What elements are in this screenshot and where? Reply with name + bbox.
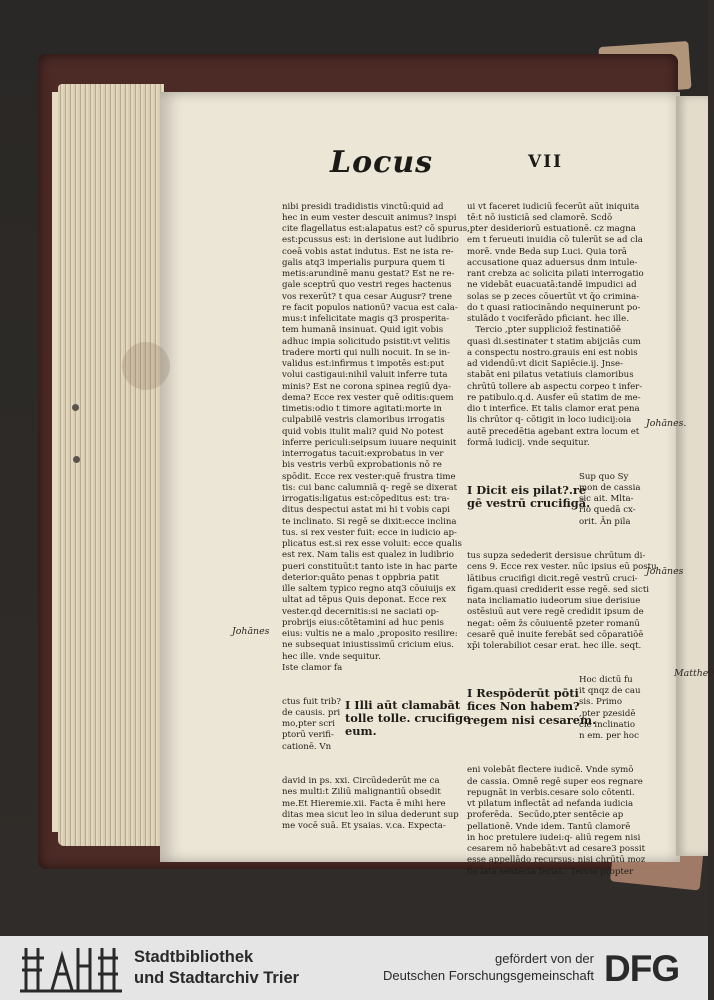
left-column-tail-full	[282, 776, 460, 832]
text-line: hec in eum vester descuit animus? inspi	[282, 212, 457, 223]
text-line: gē vestrū crucifigā.	[467, 495, 591, 510]
lemma-illi	[345, 699, 470, 739]
text-line: accusatione quaz aduersus dnm intule-	[467, 257, 638, 268]
text-line: galis atq3 imperialis purpura quem ti	[282, 257, 445, 268]
text-line: it qnqz de cau	[579, 686, 641, 696]
text-line: tem humanā insinuat. Quid igit vobis	[282, 325, 444, 336]
text-line: deterior:quāto penas t oppbria patit	[282, 572, 439, 583]
text-column-left	[282, 179, 471, 855]
text-line: pellationē. Vnde idem. Tantū clamorē	[467, 821, 631, 832]
text-line: coeā vobis astat indutus. Est ne ista re-	[282, 246, 454, 257]
text-line: culpabilē vestris clamoribus irrogatis	[282, 415, 445, 426]
text-line: minis? Est ne corona spinea regiū dya-	[282, 381, 452, 392]
text-line: negat: oēm z̄s cōuiuentē pzeter romanū	[467, 618, 640, 629]
text-line: adhuc impia solicitudo psistit:vt velitis	[282, 336, 450, 347]
library-name	[134, 947, 299, 989]
text-line: mus:t infelicitate magis q3 prosperita-	[282, 314, 450, 324]
text-line: eum.	[345, 724, 377, 739]
text-line: morē. vnde Beda sup Luci. Quia torā	[467, 246, 627, 257]
text-line: gale sceptrū quo vestri reges hactenus	[282, 280, 452, 291]
text-line: autē precedētia agebant extra locum et	[467, 426, 640, 437]
library-line-1: Stadtbibliothek	[134, 948, 254, 966]
text-line: Sup quo Sy	[579, 471, 629, 482]
text-line: mo,pter scri	[282, 719, 336, 729]
text-line: spōdit. Ecce rex vester:quē frustra time	[282, 471, 456, 482]
binding-hole	[72, 404, 79, 411]
text-line: ille saltem typico regno atq3 cōuiuijs ex	[282, 584, 456, 594]
text-line: nibi presidi tradidistis vinctū:quid ad	[282, 201, 444, 212]
text-line: me vocē suā. Et ysaias. v.ca. Expecta-	[282, 821, 446, 831]
text-line: cie inclinatio	[579, 719, 636, 730]
right-side-note-2	[579, 675, 641, 743]
margin-note-johannes-right-2: Johānes	[646, 566, 684, 577]
binding-hole	[73, 456, 80, 463]
text-line: cite flagellatus est:alapatus est? cō spurus	[282, 224, 468, 234]
left-column-block	[282, 696, 471, 754]
text-line: cesarē quē inuite ferebāt sed cōparatiōē	[467, 629, 644, 640]
text-line: inferre periculi:seipsum iuuare nequinit	[282, 437, 457, 448]
text-line: ne videbāt euacuatā:tandē impudici ad	[467, 280, 637, 291]
text-line: volui castigaui:nihil valuit inferre tuta	[282, 370, 448, 381]
text-line: I Respōderūt pōti	[467, 685, 579, 700]
right-block-2	[467, 675, 643, 743]
text-line: formā iudicij. vnde sequitur.	[467, 437, 590, 448]
text-line: rio quedā cx-	[579, 505, 636, 516]
text-line: sic ait. Mlta-	[579, 494, 634, 504]
text-line: ui vt faceret iudiciū fecerūt aūt iniquita	[467, 201, 640, 212]
text-line: eni volebāt flectere iudicē. Vnde symō	[467, 765, 634, 776]
text-line: ad videndū:vt dicit Sapiēcie.ij. Jnse-	[467, 359, 624, 369]
lemma-dicit	[467, 484, 590, 511]
dfg-logo: DFG	[604, 948, 680, 989]
text-line: de causis. pri	[282, 707, 341, 718]
text-line: ,pter desideriorū estuationē. cz magna	[467, 224, 636, 234]
text-line: tē:t nō iusticiā sed clamorē. Scdō	[467, 212, 613, 223]
text-line: hec ille. vnde sequitur.	[282, 651, 381, 662]
text-line: tus supza sedederit dersisue chrūtum di-	[467, 551, 646, 561]
text-line: ne subsequat iniustissimū cricium eius.	[282, 640, 454, 651]
right-block-1	[467, 472, 643, 529]
text-line: pueri constituūt:t tanto iste in hac parte	[282, 561, 458, 572]
page-edges	[58, 84, 164, 846]
text-line: ultat ad tēpus Quis deponat. Ecce rex	[282, 595, 447, 606]
text-line: re facit populos nationū? vacua est cala-	[282, 302, 458, 313]
text-line: orit. Ān pila	[579, 516, 631, 527]
right-column-mid	[467, 551, 657, 652]
margin-note-johannes-right: Johānes.	[646, 418, 687, 429]
text-line: ditus despectui astat mi hi t vobis capi	[282, 505, 450, 516]
text-line: vos rexerūt? t qua cesar Augusr? trene	[282, 291, 452, 302]
text-line: stabāt eni pilatus vetatiuis clamoribus	[467, 370, 634, 381]
library-line-2: und Stadtarchiv Trier	[134, 969, 300, 987]
right-side-note-1	[579, 472, 641, 528]
text-line: tis lata sentēcia feriat. Tercio propter	[467, 866, 634, 877]
text-line: sis. Primo	[579, 697, 622, 708]
text-line: est:pcussus est: in derisione aut ludibrio	[282, 235, 459, 246]
text-line: probrijs eius:cōtētamini ad huc penis	[282, 617, 444, 628]
text-line: nes multi:t Ziliū malignantiū obsedit	[282, 787, 441, 798]
text-line: david in ps. xxi. Circūdederūt me ca	[282, 776, 440, 786]
library-logo-icon	[18, 944, 124, 994]
text-line: cationē. Vn	[282, 741, 332, 752]
text-line: lis chrūtor q- cōtigit in loco iudicij:oia	[467, 415, 632, 426]
text-line: repugnāt in verbis.cesare solo cōtenti.	[467, 787, 635, 798]
text-line: stulādo t vociferādo pficiant. hec ille.	[467, 314, 629, 324]
footer-bar	[0, 936, 708, 1000]
text-line: bis vestris verbū exprobationis nō re	[282, 460, 442, 471]
text-line: figam.quasi crediderit esse regē. sed sicti	[467, 584, 650, 595]
lemma-responderunt	[467, 687, 596, 727]
text-line: a conspectu nostro.grauis eni est nobis	[467, 347, 638, 358]
text-line: vt pilatum inflectāt ad nefanda iudicia	[467, 799, 634, 809]
left-column-tail-short	[282, 697, 341, 753]
text-line: em t ferueuti inuidia cō tulerūt se ad cla	[467, 235, 643, 246]
text-line: timetis:odio t timore agitati:morte in	[282, 404, 442, 414]
text-line: quasi di.sestinater t statim abijciās cum	[467, 336, 641, 347]
text-line: lātibus crucifigi dicit.regē vestrū cruci-	[467, 573, 638, 584]
margin-note-johanes: Johānes	[232, 626, 270, 637]
text-line: eius: vultis ne a malo ,proposito resilire:	[282, 629, 458, 639]
text-line: dio t interfice. Et talis clamor erat pena	[467, 404, 640, 414]
text-line: regem nisi cesarem.	[467, 712, 597, 727]
text-line: plicatus est.si rex esse voluit: ecce qualis	[282, 539, 462, 549]
text-line: Iste clamor fa	[282, 662, 343, 673]
text-line: est rex. Nam talis est qualez in ludibrio	[282, 550, 454, 561]
right-column-top	[467, 202, 643, 450]
text-line: ptorū verifi-	[282, 730, 334, 741]
text-line: Tercio ,pter supplicioz̄ festinatiōē	[467, 325, 621, 336]
text-line: ctus fuit trib?	[282, 696, 342, 707]
text-line: in hoc pretulere iudei:q- aliū regem nisi	[467, 832, 641, 843]
page-stain	[122, 342, 170, 390]
text-line: tradere morti qui nulli nocuit. In se in-	[282, 347, 450, 358]
text-line: I Illi aūt clamabāt	[345, 697, 461, 712]
text-line: dema? Ecce rex vester quē oditis:quem	[282, 392, 454, 403]
text-line: fices Non habem?	[467, 699, 580, 714]
text-line: nata incliamatio iudeorum siue derisiue	[467, 596, 641, 606]
margin-note-matthew: Matthe9	[674, 668, 714, 679]
text-line: rant crebza ac solicita pilati interrogatio	[467, 269, 644, 279]
text-line: tolle tolle. crucifige	[345, 710, 471, 725]
text-column-right	[467, 179, 657, 900]
text-line: cens 9. Ecce rex vester. nūc ipsius eū postu	[467, 562, 657, 573]
text-line: do t quasi ratiocināndo nequinerunt po-	[467, 302, 641, 313]
funding-note	[383, 950, 594, 984]
text-line: me.Et Hieremie.xii. Facta ē mihi here	[282, 798, 446, 809]
running-head: Locus	[330, 145, 434, 180]
text-line: tus. si rex vester fuit: ecce in iudicio ap-	[282, 527, 457, 538]
text-line: quid vobis itulit mali? quid No potest	[282, 426, 444, 437]
text-line: de cassia. Omnē regē super eos regnare	[467, 776, 643, 787]
text-line: ditas mea sicut leo in silua dederunt sup	[282, 809, 459, 820]
left-column-lines	[282, 201, 468, 675]
text-line: n em. per hoc	[579, 731, 639, 741]
text-line: cesarem nō habebāt:vt ad cesare3 possit	[467, 844, 646, 854]
text-line: mon de cassia	[579, 482, 641, 493]
text-line: Hoc dictū fu	[579, 674, 633, 685]
text-line: te inclinato. Si regē se dixit:ecce inclina	[282, 516, 457, 527]
text-line: re patibulo.q.d. Ausfer eū statim de me-	[467, 392, 641, 403]
text-line: xp̄i tolerabiliot cesar erat. hec ille. seqt.	[467, 641, 642, 651]
text-line: chrūtū tollere ab aspectu corpeo t infer-	[467, 381, 643, 392]
folio-number: VII	[528, 152, 564, 172]
funding-line-2: Deutschen Forschungsgemeinschaft	[382, 968, 594, 983]
text-line: tis: cui banc calumniā q- regē se dixerat	[282, 482, 458, 493]
text-line: metis:arundinē manu gestat? Est ne re-	[282, 269, 455, 279]
text-line: proferēda. Secūdo,pter sentēcie ap	[467, 810, 624, 821]
right-column-bottom	[467, 765, 646, 878]
text-line: vester.qd decernitis:si ne saciati op-	[282, 606, 439, 617]
text-line: ,pter pzesidē	[579, 708, 636, 719]
text-line: solas se p zeces cōuertūt vt q̄o crimina-	[467, 291, 640, 302]
text-line: ostēsiuū aut vere regē credidit ipsum de	[467, 607, 644, 618]
text-line: esse appellādo recursus: nisi chrūtū moz	[467, 855, 646, 866]
text-line: I Dicit eis pilat?.re	[467, 482, 587, 497]
text-line: interrogatus tacuit:exprobatus in ver	[282, 449, 444, 459]
funding-line-1: gefördert von der	[494, 951, 594, 966]
text-line: validus est:infirmus t impotēs est:put	[282, 359, 445, 369]
text-line: irrogatis:ligatus est:cōpeditus est: tra-	[282, 494, 450, 504]
facing-page	[676, 96, 708, 856]
